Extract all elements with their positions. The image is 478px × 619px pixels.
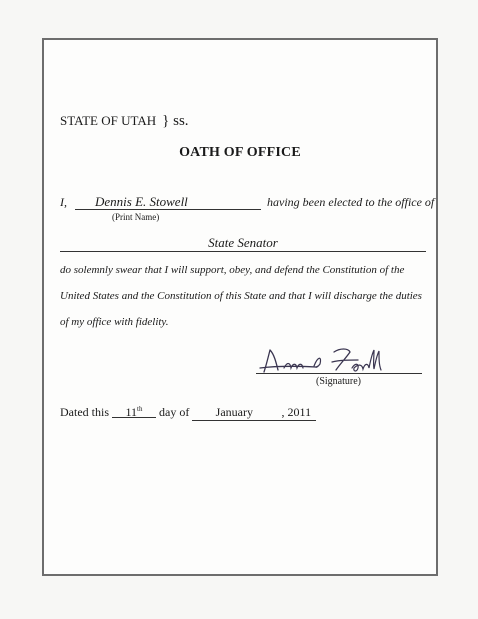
elected-text: having been elected to the office of xyxy=(267,195,435,209)
name-field xyxy=(75,195,261,210)
oath-line-1: do solemnly swear that I will support, obey, and defend the Constitution of the xyxy=(60,264,405,276)
day-field xyxy=(112,403,156,418)
handwritten-signature xyxy=(256,340,416,380)
ss-label: } ss. xyxy=(162,113,189,129)
name-line xyxy=(60,195,434,210)
day-of-text: day of xyxy=(159,405,190,419)
date-line xyxy=(60,403,316,421)
signature-line xyxy=(256,372,422,374)
month-field xyxy=(192,406,276,421)
state-heading xyxy=(60,113,189,130)
name-value: Dennis E. Stowell xyxy=(95,194,188,209)
dated-prefix: Dated this xyxy=(60,405,109,419)
document-frame xyxy=(42,38,438,576)
office-field xyxy=(60,236,426,252)
year-value: , 2011 xyxy=(281,405,312,419)
year-field xyxy=(276,406,316,421)
pronoun: I, xyxy=(60,195,67,209)
oath-line-3: of my office with fidelity. xyxy=(60,316,169,328)
day-value: 11 xyxy=(125,405,138,419)
state-label: STATE OF UTAH xyxy=(60,113,157,128)
signature-label: (Signature) xyxy=(316,376,361,387)
day-suffix: th xyxy=(137,405,143,413)
office-value: State Senator xyxy=(208,235,278,250)
oath-line-2: United States and the Constitution of this State and that I will discharge the duties xyxy=(60,290,422,302)
print-name-label: (Print Name) xyxy=(112,212,160,222)
document-title: OATH OF OFFICE xyxy=(179,145,301,160)
month-value: January xyxy=(215,405,253,419)
